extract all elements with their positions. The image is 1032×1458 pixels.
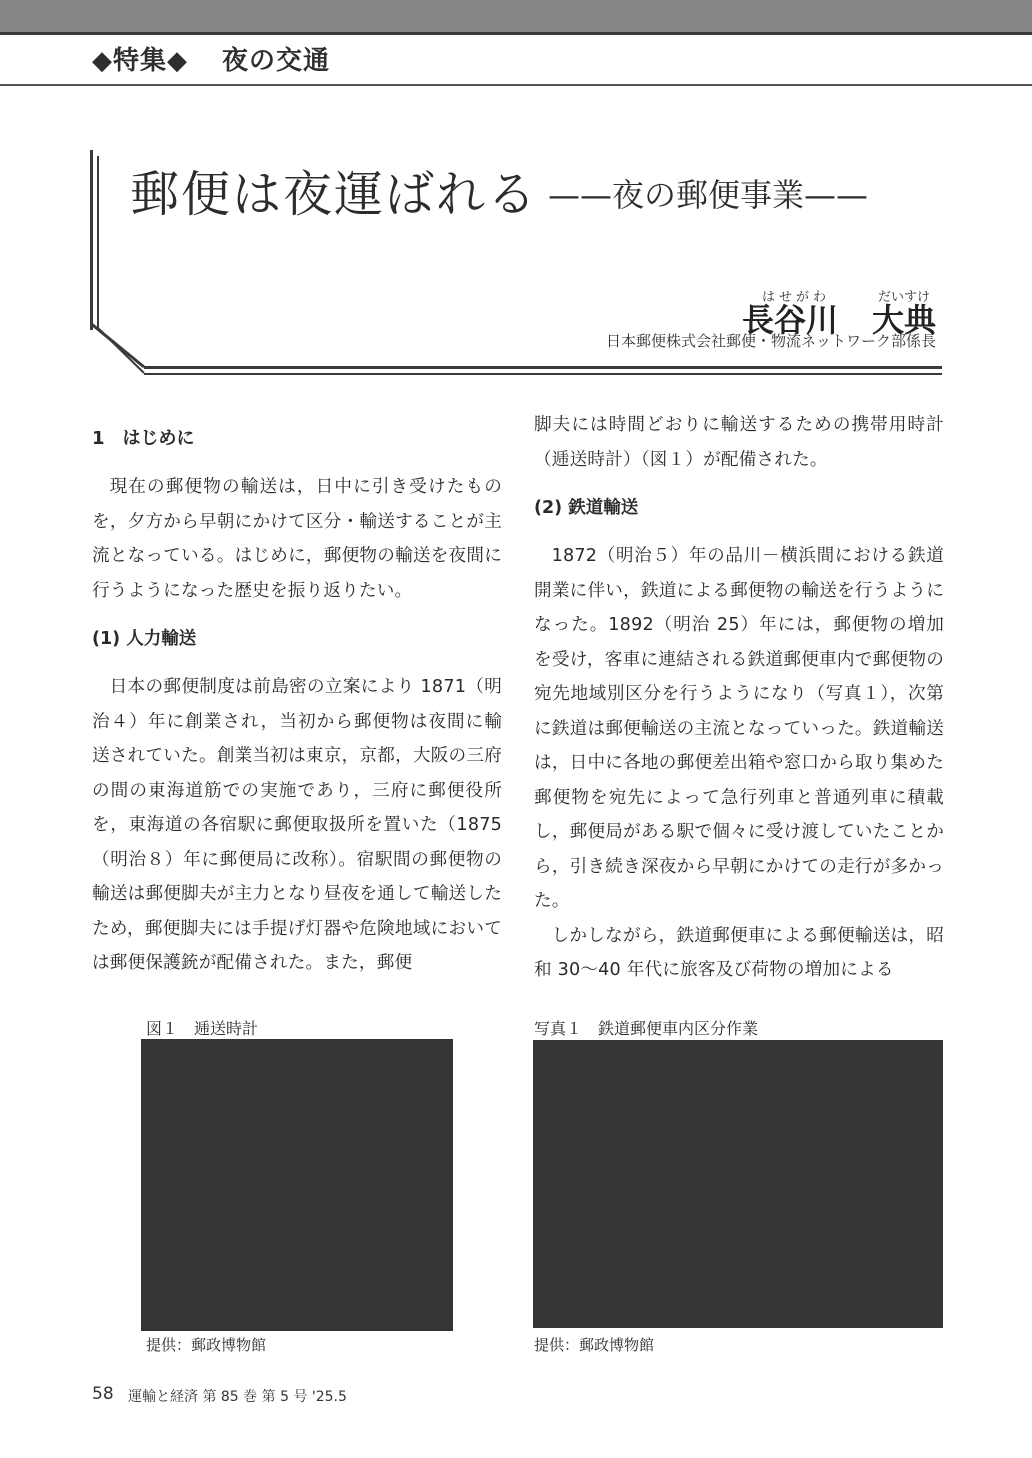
feature-label: ◆特集◆ xyxy=(92,46,188,76)
subsection-heading: (1) 人力輸送 xyxy=(92,629,197,649)
paragraph: しかしながら，鉄道郵便車による郵便輸送は，昭和 30～40 年代に旅客及び荷物の増加による xyxy=(534,925,944,980)
feature-title: 夜の交通 xyxy=(222,46,331,76)
paragraph: 脚夫には時間どおりに輸送するための携帯用時計（逓送時計）（図１）が配備された。 xyxy=(534,415,944,470)
photo-credit: 提供：郵政博物館 xyxy=(534,1336,655,1354)
left-column xyxy=(92,418,502,981)
ruby-given: だいすけ xyxy=(877,290,930,305)
paragraph: 日本の郵便制度は前島密の立案により 1871（明治４）年に創業され，当初から郵便物は夜間に輸送されていた。創業当初は東京，京都，大阪の三府の間の東海道筋での実施であり，三府に郵便役所を，東海道の各宿駅に郵便取扱所を置いた（1875（明治８）年に郵便局に改称）。宿駅間の郵便物の輸送は郵便脚夫が主力となり昼夜を通して輸送したため，郵便脚夫には手提げ灯器や危険地域においては郵便保護銃が配備された。また，郵便 xyxy=(92,677,502,973)
article-subtitle: ——夜の郵便事業—— xyxy=(548,176,869,214)
paragraph: 1872（明治５）年の品川－横浜間における鉄道開業に伴い，鉄道による郵便物の輸送を行うようになった。1892（明治 25）年には，郵便物の増加を受け，客車に連結される鉄道郵便車内で郵便物の宛先地域別区分を行うようになり（写真１），次第に鉄道は郵便輸送の主流となっていった。鉄道輸送は，日中に各地の郵便差出箱や窓口から取り集めた郵便物を宛先によって急行列車と普通列車に積載し，郵便局がある駅で個々に受け渡していたことから，引き続き深夜から早朝にかけての走行が多かった。 xyxy=(534,546,944,911)
author-family: 長谷川 xyxy=(741,301,838,339)
page-number: 58 xyxy=(92,1384,114,1404)
author-ruby xyxy=(742,286,936,305)
ruby-family: はせがわ xyxy=(761,290,830,305)
section-heading: 1 はじめに xyxy=(92,428,195,449)
article-title: 郵便は夜運ばれる xyxy=(130,166,539,223)
photo-image-placeholder xyxy=(533,1040,943,1328)
author-affiliation: 日本郵便株式会社郵便・物流ネットワーク部係長 xyxy=(605,332,936,350)
paragraph: 現在の郵便物の輸送は，日中に引き受けたものを，夕方から早朝にかけて区分・輸送することが主流となっている。はじめに，郵便物の輸送を夜間に行うようになった歴史を振り返りたい。 xyxy=(92,477,502,601)
figure-image-placeholder xyxy=(141,1039,453,1331)
figure-caption: 図１ 逓送時計 xyxy=(146,1019,259,1038)
journal-info: 運輸と経済 第 85 巻 第 5 号 '25.5 xyxy=(128,1389,347,1405)
subsection-heading: (2) 鉄道輸送 xyxy=(534,498,639,518)
title-frame-left xyxy=(90,150,93,330)
top-rule xyxy=(0,32,1032,35)
photo-caption: 写真１ 鉄道郵便車内区分作業 xyxy=(534,1019,759,1038)
author-given: 大典 xyxy=(871,301,936,339)
title-frame-left-inner xyxy=(97,156,99,324)
right-column xyxy=(534,408,944,988)
feature-header xyxy=(92,40,330,77)
figure-credit: 提供：郵政博物館 xyxy=(146,1336,267,1354)
title-frame-bottom xyxy=(144,366,942,369)
title-frame-corner xyxy=(88,320,148,380)
header-rule xyxy=(0,84,1032,86)
top-bar xyxy=(0,0,1032,32)
title-frame-bottom-inner xyxy=(144,373,942,375)
